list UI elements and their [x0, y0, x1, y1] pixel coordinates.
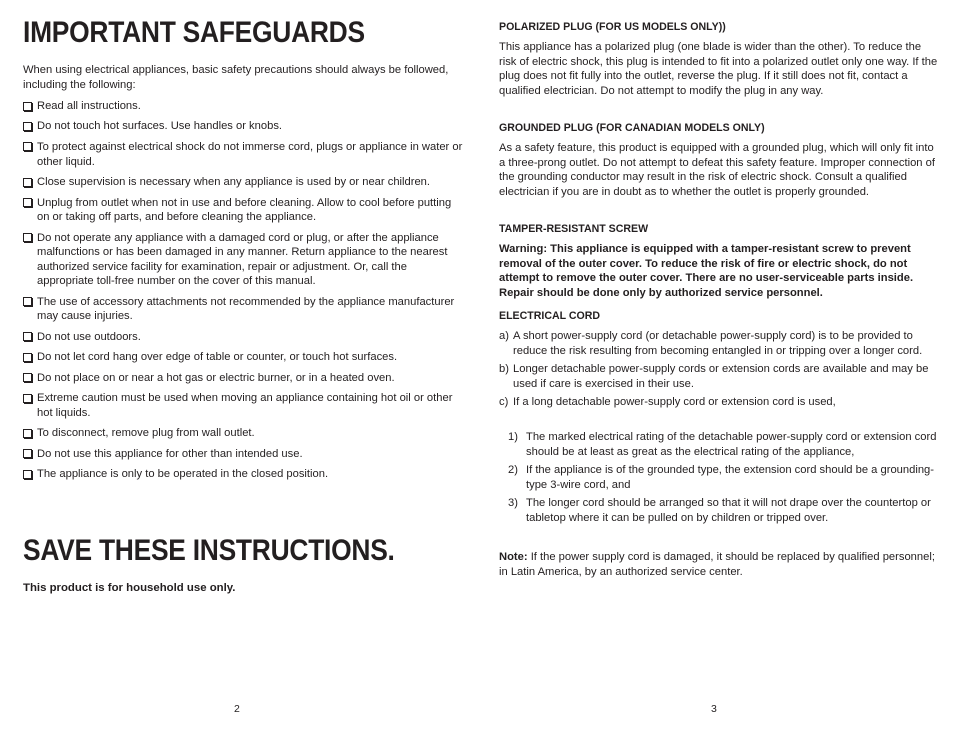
- list-item: b) Longer detachable power-supply cords or extension cords are available and may be used if care is exercised in their use.: [499, 363, 929, 390]
- list-item: To protect against electrical shock do not immerse cord, plugs or appliance in water or other liquid.: [23, 140, 463, 169]
- list-item: Do not place on or near a hot gas or electric burner, or in a heated oven.: [23, 371, 463, 386]
- page-number: 3: [711, 703, 717, 715]
- polarized-plug-body: This appliance has a polarized plug (one blade is wider than the other). To reduce the risk of electric shock, this plug is intended to fit into a polarized outlet only one way. If the plug does not fit fully into the outlet, reverse the plug. If it still does not fit, contact a qualified electrician. Do not attempt to modify the plug in any way.: [499, 41, 938, 97]
- list-item: Do not touch hot surfaces. Use handles or knobs.: [23, 119, 463, 134]
- checkbox-icon: [23, 449, 32, 458]
- polarized-plug-heading: POLARIZED PLUG (FOR US MODELS ONLY)): [499, 21, 726, 33]
- list-item: Extreme caution must be used when moving an appliance containing hot oil or other hot liquids.: [23, 391, 463, 420]
- electrical-cord-heading: ELECTRICAL CORD: [499, 310, 601, 322]
- list-item: 1) The marked electrical rating of the detachable power-supply cord or extension cord should be at least as great as the electrical rating of the appliance,: [508, 431, 937, 458]
- page-title: IMPORTANT SAFEGUARDS: [23, 16, 365, 49]
- list-item: a) A short power-supply cord (or detachable power-supply cord) is to be provided to reduce the risk resulting from becoming entangled in or tripping over a longer cord.: [499, 330, 923, 357]
- checkbox-icon: [23, 353, 32, 362]
- list-item: 2) If the appliance is of the grounded type, the extension cord should be a grounding-type 3-wire cord, and: [508, 464, 935, 491]
- checkbox-icon: [23, 470, 32, 479]
- grounded-plug-body: As a safety feature, this product is equipped with a grounded plug, which will only fit into a three-prong outlet. Do not attempt to defeat this safety feature. Improper connection of the grounding conductor may result in the risk of electric shock. Consult a qualified electrician if you are in doubt as to whether the outlet is properly grounded.: [499, 142, 935, 198]
- list-item: Do not let cord hang over edge of table or counter, or touch hot surfaces.: [23, 350, 463, 365]
- list-item: The appliance is only to be operated in the closed position.: [23, 467, 463, 482]
- list-item: To disconnect, remove plug from wall outlet.: [23, 426, 463, 441]
- checkbox-icon: [23, 198, 32, 207]
- list-item: The use of accessory attachments not recommended by the appliance manufacturer may cause injuries.: [23, 295, 463, 324]
- intro-paragraph: When using electrical appliances, basic safety precautions should always be followed, including the following:: [23, 64, 449, 91]
- page-number: 2: [234, 703, 240, 715]
- list-item: Do not use this appliance for other than intended use.: [23, 447, 463, 462]
- cord-lettered-list: [499, 329, 939, 410]
- list-item: Close supervision is necessary when any appliance is used by or near children.: [23, 175, 463, 190]
- checkbox-icon: [23, 122, 32, 131]
- checkbox-icon: [23, 429, 32, 438]
- checkbox-icon: [23, 142, 32, 151]
- checkbox-icon: [23, 297, 32, 306]
- list-item: Do not use outdoors.: [23, 330, 463, 345]
- tamper-screw-heading: TAMPER-RESISTANT SCREW: [499, 223, 649, 235]
- checkbox-icon: [23, 332, 32, 341]
- list-item: Do not operate any appliance with a damaged cord or plug, or after the appliance malfunctions or has been damaged in any manner. Return appliance to the nearest authorized service facility for examination, repair or adjustment. Or, call the appropriate toll-free number on the cover of this manual.: [23, 231, 463, 289]
- list-item: Unplug from outlet when not in use and before cleaning. Allow to cool before putting on or taking off parts, and before cleaning the appliance.: [23, 196, 463, 225]
- cord-note: Note: If the power supply cord is damaged, it should be replaced by qualified personnel; in Latin America, by an authorized service center.: [499, 551, 935, 578]
- household-use-note: This product is for household use only.: [23, 582, 236, 594]
- checkbox-icon: [23, 102, 32, 111]
- grounded-plug-heading: GROUNDED PLUG (FOR CANADIAN MODELS ONLY): [499, 122, 765, 134]
- tamper-screw-warning: Warning: This appliance is equipped with a tamper-resistant screw to prevent removal of the outer cover. To reduce the risk of fire or electric shock, do not attempt to remove the outer cover. There are no user-serviceable parts inside. Repair should be done only by authorized service personnel.: [499, 243, 914, 299]
- list-item: c) If a long detachable power-supply cord or extension cord is used,: [499, 396, 836, 409]
- checkbox-icon: [23, 178, 32, 187]
- list-item: 3) The longer cord should be arranged so that it will not drape over the countertop or tabletop where it can be pulled on by children or tripped over.: [508, 497, 931, 524]
- cord-numbered-list: [508, 430, 939, 526]
- list-item: Read all instructions.: [23, 99, 463, 114]
- checkbox-icon: [23, 394, 32, 403]
- safeguards-checklist: [23, 99, 463, 488]
- save-instructions-title: SAVE THESE INSTRUCTIONS.: [23, 534, 395, 567]
- checkbox-icon: [23, 233, 32, 242]
- checkbox-icon: [23, 373, 32, 382]
